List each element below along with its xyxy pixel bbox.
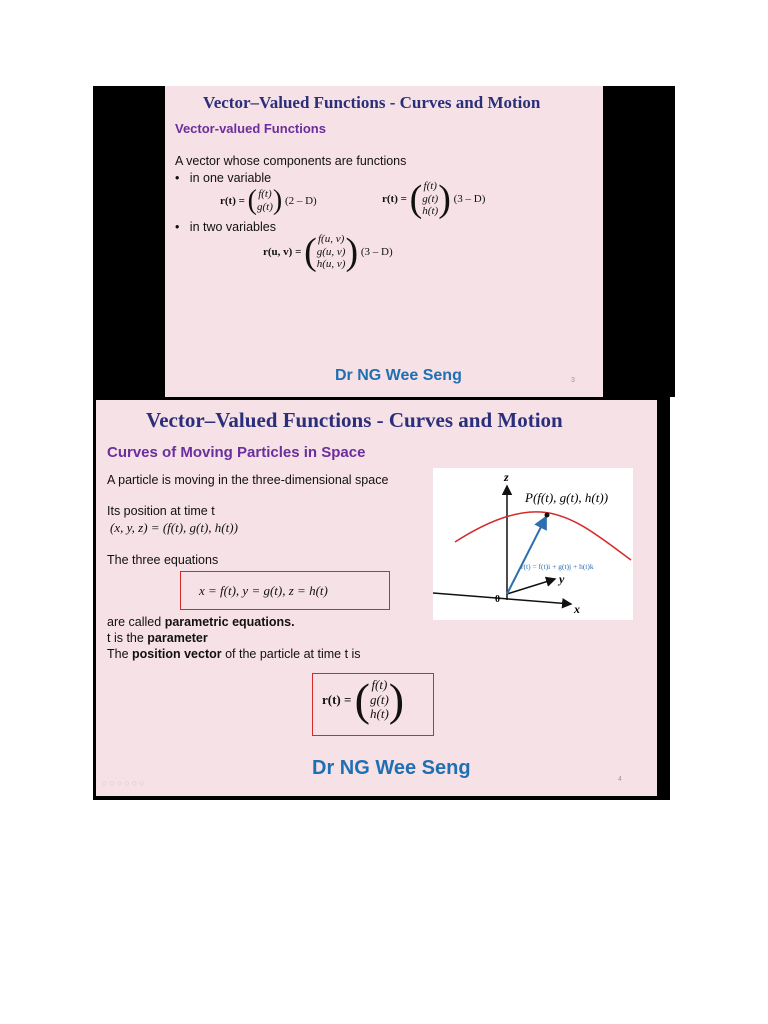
eq-3d-note: (3 – D) bbox=[453, 193, 486, 205]
eq-3d-lhs: r(t) = bbox=[382, 193, 407, 205]
eq-uv-comp-g: g(u, v) bbox=[316, 245, 346, 258]
vec-comp-h: h(t) bbox=[370, 706, 389, 722]
slide-2-param-line bbox=[107, 631, 208, 645]
pos-suffix: of the particle at time t is bbox=[221, 647, 361, 661]
eq-2d-comp-g: g(t) bbox=[256, 201, 273, 213]
x-axis bbox=[433, 593, 571, 604]
origin-label: 0 bbox=[495, 594, 500, 605]
eq-uv-comp-h: h(u, v) bbox=[316, 258, 346, 271]
slide-1-intro: A vector whose components are functions bbox=[175, 154, 407, 168]
para-bold: parametric equations. bbox=[164, 615, 295, 629]
slide-2-title: Vector–Valued Functions - Curves and Motion bbox=[146, 408, 563, 432]
slide-2-position-equation: (x, y, z) = (f(t), g(t), h(t)) bbox=[110, 520, 238, 535]
param-prefix: t is the bbox=[107, 631, 148, 645]
slide-1-title: Vector–Valued Functions - Curves and Motion bbox=[203, 93, 541, 112]
point-label: P(f(t), g(t), h(t)) bbox=[525, 490, 609, 505]
eq-2d-note: (2 – D) bbox=[284, 195, 317, 207]
vec-comp-f: f(t) bbox=[371, 676, 388, 692]
slide-2-pos-line bbox=[107, 647, 361, 661]
slide-1-subtitle: Vector-valued Functions bbox=[175, 121, 326, 136]
slide-2-line-2: Its position at time t bbox=[107, 504, 215, 518]
slide-1 bbox=[165, 86, 603, 397]
pos-bold: position vector bbox=[132, 647, 222, 661]
vec-lhs: r(t) = bbox=[322, 692, 352, 707]
slide-2-para-line bbox=[107, 615, 295, 629]
axis-label-x: x bbox=[574, 602, 580, 616]
vec-comp-g: g(t) bbox=[370, 691, 389, 707]
slide-2 bbox=[96, 400, 657, 796]
bullet-1-text: in one variable bbox=[189, 171, 272, 185]
eq-uv-note: (3 – D) bbox=[360, 246, 393, 258]
eq-3d-comp-f: f(t) bbox=[423, 180, 437, 193]
slide-2-line-4: The three equations bbox=[107, 553, 219, 567]
equation-2d: r(t) = ( f(t) g(t) ) (2 – D) bbox=[220, 185, 317, 216]
eq-3d-comp-h: h(t) bbox=[422, 205, 439, 218]
slide-2-subtitle: Curves of Moving Particles in Space bbox=[107, 444, 366, 461]
position-vector-equation: r(t) = ( f(t) g(t) h(t) ) bbox=[322, 674, 405, 725]
eq-2d-lhs: r(t) = bbox=[220, 195, 245, 207]
parametric-equations: x = f(t), y = g(t), z = h(t) bbox=[199, 583, 328, 598]
slide-1-bullet-2: • in two variables bbox=[175, 220, 276, 234]
slide-2-line-1: A particle is moving in the three-dimensional space bbox=[107, 473, 389, 487]
axis-label-y: y bbox=[559, 572, 565, 586]
eq-2d-comp-f: f(t) bbox=[258, 188, 272, 201]
eq-uv-lhs: r(u, v) = bbox=[263, 246, 302, 258]
equation-uv: r(u, v) = ( f(u, v) g(u, v) h(u, v) ) (3 – D) bbox=[263, 231, 393, 273]
slide-2-page-number: 4 bbox=[618, 776, 622, 783]
curve-diagram bbox=[433, 468, 633, 620]
vector-label: r(t) = f(t)i + g(t)j + h(t)k bbox=[521, 562, 594, 571]
para-prefix: are called bbox=[107, 615, 165, 629]
param-bold: parameter bbox=[147, 631, 208, 645]
position-vector-arrow bbox=[507, 517, 546, 594]
particle-curve bbox=[455, 512, 631, 560]
eq-uv-comp-f: f(u, v) bbox=[317, 233, 345, 246]
axis-label-z: z bbox=[504, 470, 509, 484]
slide-nav-icons[interactable]: ○○○○○○ bbox=[102, 778, 147, 788]
slide-1-author: Dr NG Wee Seng bbox=[335, 367, 462, 384]
particle-point bbox=[545, 513, 550, 518]
slide-2-author: Dr NG Wee Seng bbox=[312, 757, 471, 779]
slide-1-page-number: 3 bbox=[571, 377, 575, 384]
pos-prefix: The bbox=[107, 647, 133, 661]
slide-1-bullet-1: • in one variable bbox=[175, 171, 272, 185]
bullet-2-text: in two variables bbox=[189, 220, 276, 234]
equation-3d: r(t) = ( f(t) g(t) h(t) ) (3 – D) bbox=[382, 178, 486, 220]
eq-3d-comp-g: g(t) bbox=[422, 192, 439, 205]
